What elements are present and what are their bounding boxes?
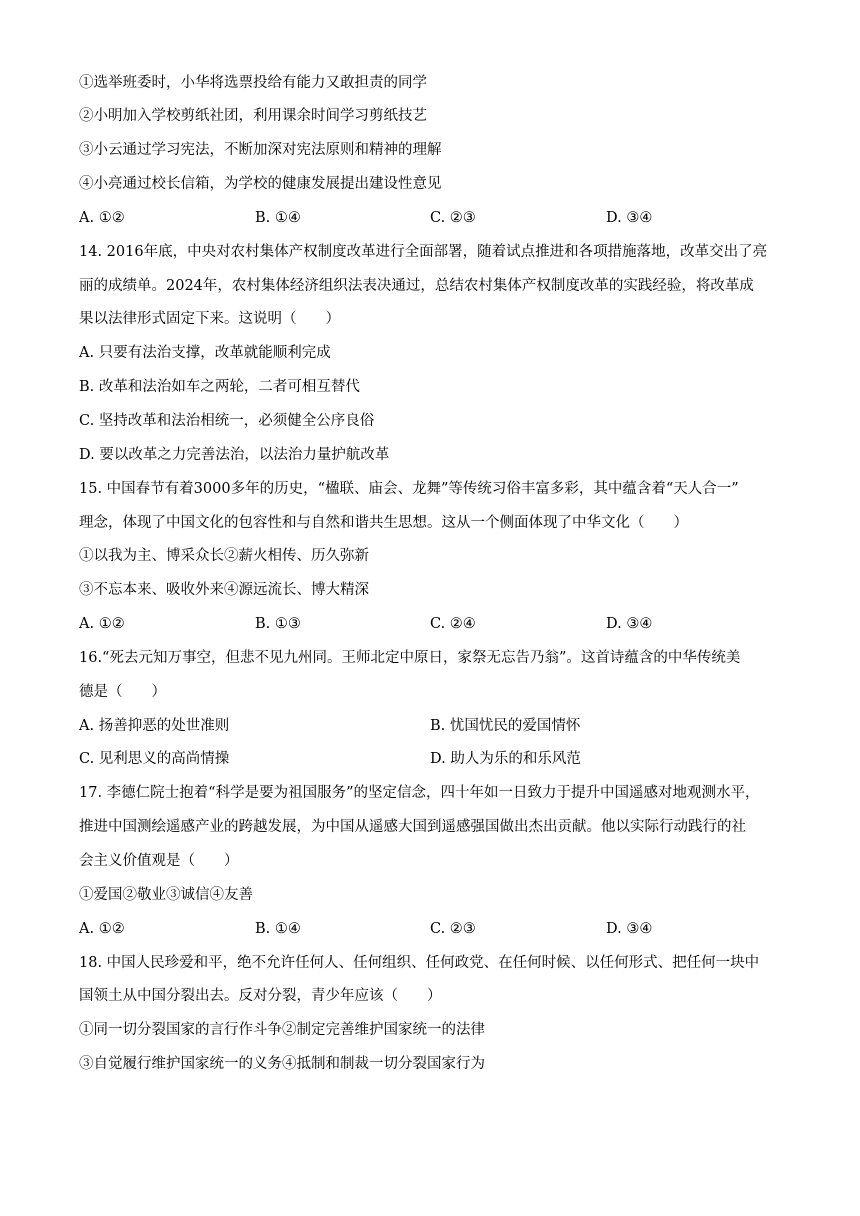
q15-item-2: ③不忘本来、吸收外来④源远流长、博大精深 (79, 582, 369, 598)
q15-stem-line-2: 理念，体现了中国文化的包容性和与自然和谐共生思想。这从一个侧面体现了中华文化（ ） (79, 515, 688, 531)
q16-stem-line-1: 16.“死去元知万事空，但悲不见九州同。王师北定中原日，家祭无忘告乃翁”。这首诗蕴含的中华传统美 (79, 650, 741, 666)
q17-option-d: D. ③④ (606, 921, 653, 937)
q13-option-a: A. ①② (79, 210, 125, 226)
q14-stem-line-3: 果以法律形式固定下来。这说明（ ） (79, 311, 340, 327)
q14-stem-line-2: 丽的成绩单。2024年，农村集体经济组织法表决通过，总结农村集体产权制度改革的实践经验，将改革成 (79, 278, 754, 294)
q17-stem-line-2: 推进中国测绘遥感产业的跨越发展，为中国从遥感大国到遥感强国做出杰出贡献。他以实际行动践行的社 (79, 819, 746, 835)
q18-stem-line-2: 国领土从中国分裂出去。反对分裂，青少年应该（ ） (79, 988, 442, 1004)
q14-option-b: B. 改革和法治如车之两轮，二者可相互替代 (79, 379, 360, 395)
q14-option-c: C. 坚持改革和法治相统一，必须健全公序良俗 (79, 413, 375, 429)
q13-option-d: D. ③④ (606, 210, 653, 226)
q17-stem-line-1: 17. 李德仁院士抱着“科学是要为祖国服务”的坚定信念，四十年如一日致力于提升中国遥感对地观测水平， (79, 785, 760, 801)
q13-option-b: B. ①④ (255, 210, 301, 226)
q17-option-a: A. ①② (79, 921, 125, 937)
q14-stem-line-1: 14. 2016年底，中央对农村集体产权制度改革进行全面部署，随着试点推进和各项措施落地，改革交出了亮 (79, 244, 768, 260)
q18-stem-line-1: 18. 中国人民珍爱和平，绝不允许任何人、任何组织、任何政党、在任何时候、以任何形式、把任何一块中 (79, 955, 760, 971)
q15-stem-line-1: 15. 中国春节有着3000多年的历史，“楹联、庙会、龙舞”等传统习俗丰富多彩，其中蕴含着“天人合一” (79, 481, 739, 497)
q15-option-c: C. ②④ (430, 616, 476, 632)
q17-option-c: C. ②③ (430, 921, 476, 937)
q15-item-1: ①以我为主、博采众长②薪火相传、历久弥新 (79, 548, 369, 564)
q16-option-d: D. 助人为乐的和乐风范 (430, 751, 581, 767)
q13-item-4: ④小亮通过校长信箱，为学校的健康发展提出建设性意见 (79, 176, 442, 192)
q16-option-b: B. 忧国忧民的爱国情怀 (430, 718, 581, 734)
q14-option-a: A. 只要有法治支撑，改革就能顺利完成 (79, 345, 331, 361)
q16-option-c: C. 见利思义的高尚情操 (79, 751, 230, 767)
q15-option-b: B. ①③ (255, 616, 301, 632)
q16-option-a: A. 扬善抑恶的处世准则 (79, 718, 230, 734)
q13-option-c: C. ②③ (430, 210, 476, 226)
q17-option-b: B. ①④ (255, 921, 301, 937)
q17-item-1: ①爱国②敬业③诚信④友善 (79, 887, 253, 903)
q15-option-a: A. ①② (79, 616, 125, 632)
q14-option-d: D. 要以改革之力完善法治，以法治力量护航改革 (79, 447, 390, 463)
q17-stem-line-3: 会主义价值观是（ ） (79, 853, 239, 869)
q16-stem-line-2: 德是（ ） (79, 684, 166, 700)
q15-option-d: D. ③④ (606, 616, 653, 632)
q18-item-2: ③自觉履行维护国家统一的义务④抵制和制裁一切分裂国家行为 (79, 1056, 485, 1072)
q13-item-3: ③小云通过学习宪法，不断加深对宪法原则和精神的理解 (79, 142, 442, 158)
q13-item-2: ②小明加入学校剪纸社团，利用课余时间学习剪纸技艺 (79, 108, 427, 124)
q13-item-1: ①选举班委时，小华将选票投给有能力又敢担责的同学 (79, 75, 427, 91)
q18-item-1: ①同一切分裂国家的言行作斗争②制定完善维护国家统一的法律 (79, 1022, 485, 1038)
